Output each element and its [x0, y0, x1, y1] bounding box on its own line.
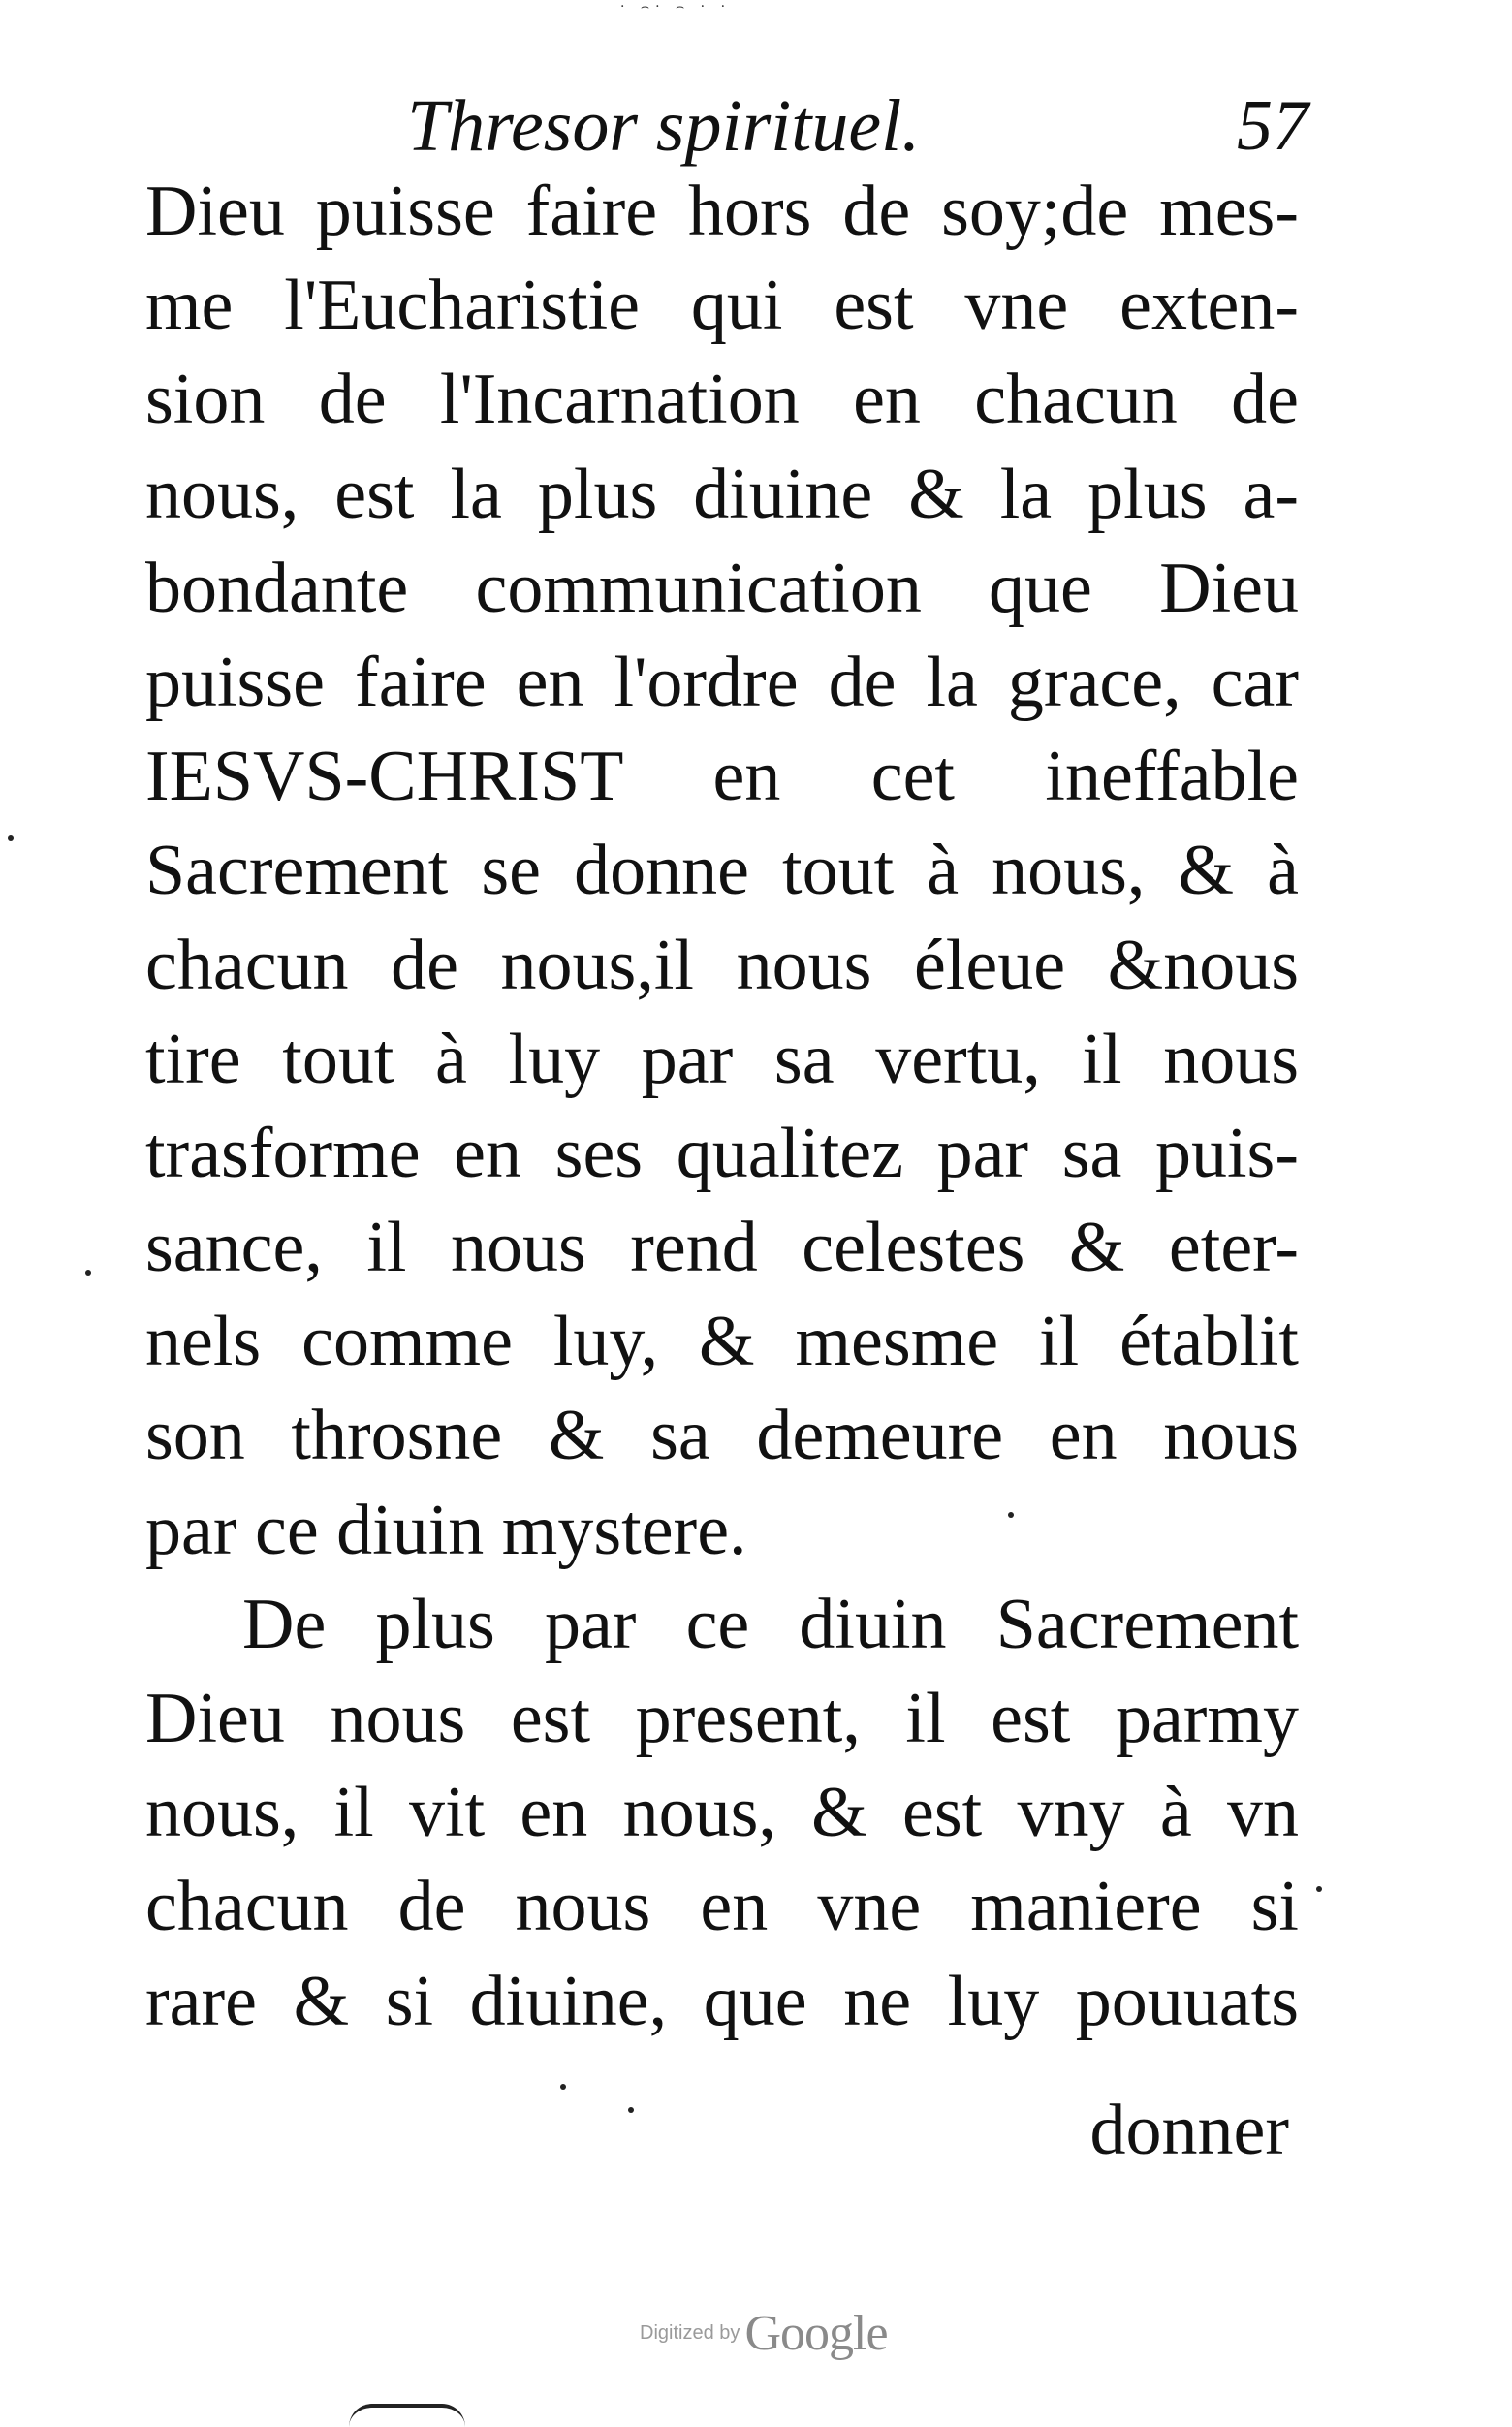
text-line: tire tout à luy par sa vertu, il nous: [145, 1019, 1299, 1099]
stray-ink-dot: [85, 1270, 91, 1276]
text-line: IESVS-CHRIST en cet ineffable: [145, 737, 1299, 817]
bottom-edge-flourish: [349, 2404, 465, 2427]
text-line: nous, il vit en nous, & est vny à vn: [145, 1773, 1299, 1853]
text-line: par ce diuin mystere.: [145, 1490, 747, 1570]
text-line: sion de l'Incarnation en chacun de: [145, 360, 1299, 440]
text-line: Dieu nous est present, il est parmy: [145, 1679, 1299, 1758]
digitized-label: Digitized by: [640, 2322, 740, 2344]
text-line: trasforme en ses qualitez par sa puis-: [145, 1113, 1299, 1193]
text-line: chacun de nous en vne maniere si: [145, 1867, 1299, 1947]
text-line: nels comme luy, & mesme il établit: [145, 1302, 1299, 1382]
top-edge-marks: · ⌢· ⌢ · ·: [620, 0, 732, 14]
text-line: nous, est la plus diuine & la plus a-: [145, 454, 1299, 534]
body-text: [145, 165, 1299, 2049]
stray-ink-dot: [1316, 1886, 1322, 1892]
running-head: [407, 78, 1308, 174]
text-line: son throsne & sa demeure en nous: [145, 1396, 1299, 1476]
google-logo: Google: [744, 2306, 888, 2361]
stray-ink-dot: [8, 835, 14, 841]
text-line: De plus par ce diuin Sacrement: [242, 1584, 1299, 1664]
catchword: donner: [1089, 2091, 1289, 2170]
stray-ink-dot: [628, 2107, 634, 2113]
stray-ink-dot: [560, 2084, 566, 2090]
text-line: sance, il nous rend celestes & eter-: [145, 1208, 1299, 1288]
digitized-watermark: [640, 2305, 969, 2373]
text-line: bondante communication que Dieu: [145, 548, 1299, 628]
stray-ink-dot: [1008, 1512, 1014, 1518]
text-line: me l'Eucharistie qui est vne exten-: [145, 266, 1299, 346]
text-line: Dieu puisse faire hors de soy;de mes-: [145, 172, 1299, 251]
page-number: 57: [1237, 86, 1308, 166]
text-line: chacun de nous,il nous éleue &nous: [145, 925, 1299, 1005]
text-line: Sacrement se donne tout à nous, & à: [145, 831, 1299, 911]
text-line: rare & si diuine, que ne luy pouuats: [145, 1961, 1299, 2041]
text-line: puisse faire en l'ordre de la grace, car: [145, 642, 1299, 722]
running-title: Thresor spirituel.: [407, 85, 921, 167]
